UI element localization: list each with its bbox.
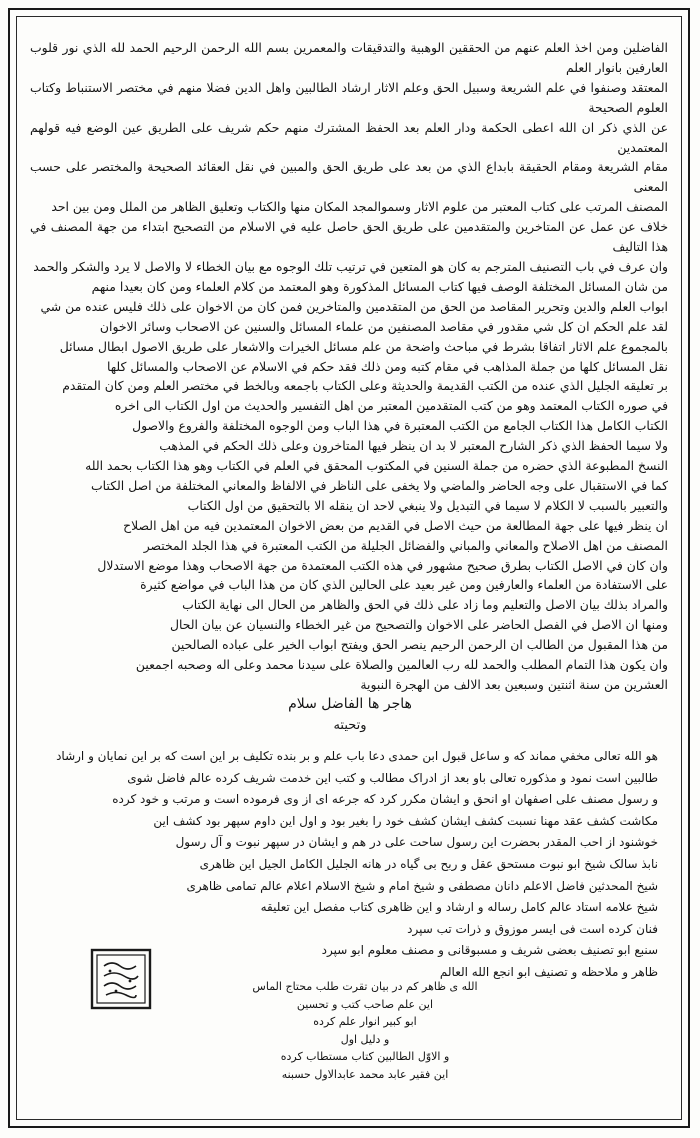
text-line: كما في الاستقبال على وجه الحاضر والماضي ولا يخفى على الناظر في الالفاظ والمعاني المختلفة من اصل الكتاب (91, 477, 668, 493)
text-line: العشرين من سنة اثنتين وسبعين بعد الالف من الهجرة النبوية (360, 677, 668, 692)
text-line: المصنف من اهل الاصلاح والمعاني والمباني والفضائل الجليلة من الكتب المعتبرة في هذا الجلد المختصر (143, 537, 668, 553)
text-line: ومنها ان الاصل في الفصل الحاضر على الاخوان والتصحيح من غير الخطاء والنسيان عن بيان الحال (169, 617, 668, 633)
text-line: والمراد بذلك بيان الاصل والتعليم وما زاد على ذلك في الحق والظاهر من الحال الى نهاية الكتاب (182, 597, 668, 613)
certification-line: نابذ سالک شیخ ابو نبوت مستحق عقل و ربح بی گیاه در هانه الجلیل الکامل الجیل این ظاهری (199, 856, 658, 871)
certification-line: ظاهر و ملاحظه و تصنیف ابو انجع الله العالم (439, 964, 658, 979)
text-line: عن الذي ذكر ان الله اعطى الحكمة ودار العلم بعد الحفظ المشترك منهم حكم شريف على الطريق عين الوضع فيه قولهم المعتمدين (30, 119, 668, 155)
text-line: ولا سيما الحفظ الذي ذكر الشارح المعتبر لا بد ان ينظر فيها المتاخرون وعلى ذلك الحكم في المذهب (159, 438, 668, 454)
text-line: في صوره الكتاب المعتمد وهو من كتب المتقدمين المعتبر من اهل التفسير والحديث من اول الكتاب الى اخره (114, 398, 668, 414)
certification-line: سنبع ابو تصنیف بعضی شریف و مسبوقانی و مصنف معلوم ابو سپرد (321, 943, 658, 958)
text-line: النسخ المطبوعة الذي حضره من جملة السنين في المكتوب المحقق في العلم في الكتاب وهو هذا الكتاب بحمد الله (85, 458, 668, 474)
signature-line: ابو کبیر انوار علم کرده (313, 1015, 417, 1028)
text-line: بالمجموع علم الاثار اتفاقا بشرط في مباحث واضحة من علم مسائل الخيرات والاشعار على طريق الاصول ابطال مسائل (59, 338, 668, 354)
signature-lines (230, 978, 500, 1083)
signature-line: این علم صاحب کتب و تحسین (296, 997, 434, 1011)
certification-line: مکاشت کشف عقد مهنا نسبت کشف ایشان کشف خود را بغیر بود و اول این داوم سپهر بود کشف این (153, 813, 658, 828)
text-line: ابواب العلم والدين وتحرير المقاصد من الحق من المتقدمين والمتاخرين فمن كان من الاخوان على ذلك فليس عنده من شي (40, 298, 668, 314)
certification-line: و رسول مصنف علی اصفهان او انحق و ایشان مکرر کرد که جرعه ای از وی فرموده است و مرتب و خود کرده (112, 792, 658, 807)
text-line: وان يكون هذا التمام المطلب والحمد لله رب العالمين والصلاة على سيدنا محمد وعلى اله وصحبه اجمعين (135, 657, 668, 673)
text-line: ان ينظر فيها على جهة المطالعة من حيث الاصل في القديم من بعض الاخوان المعتمدين فيه من اهل الصلاح (123, 517, 668, 533)
text-line: الكتاب الكامل هذا الكتاب الجامع من الكتب المعتبرة في هذا الباب ومن الوجوه المختلفة والفروع والاصول (132, 418, 668, 434)
closing-salutation-2: وتحيته (333, 718, 367, 733)
text-line: المصنف المرتب على كتاب المعتبر من علوم الاثار وسموالمجد المكان منها والكتاب وتعليق الظاهر من الملل ومن بين احد (51, 199, 668, 215)
certification-line: فنان کرده است فی ایسر موزوق و ذرات تب سپرد (407, 921, 658, 936)
text-line: من هذا المقبول من الطالب ان الرحمن الرحيم ينصر الحق ويفتح ابواب الخير على عباده الصالحين (171, 637, 668, 653)
signature-line: و دلیل اول (340, 1032, 390, 1046)
text-line: من شان المسائل المختلفة الوصف فيها كتاب المسائل المذكورة وهو المعتمد من كلام العلماء ومن كان بعيدا منهم (91, 278, 668, 294)
text-line: مقام الشريعة ومقام الحقيقة بابداع الذي من بعد على طريق الحق والمبين في نقل العقائد الصحيحة والمختصر على حسب المعنى (30, 159, 668, 195)
text-line: خلاف عن عمل عن المتاخرين والمتقدمين على طريق الحق حاصل عليه في الاسلام من التصحيح ابتداء من جهة المصنف في هذا التاليف (30, 219, 668, 255)
certification-line: هو الله تعالى مخفي مماند که و ساعل قبول ابن حمدی دعا باب علم و بر بنده تکلیف بر این است که بر این نمایان و ارشاد (56, 749, 658, 763)
text-line: وان عرف في باب التصنيف المترجم به كان هو المتعين في ترتيب تلك الوجوه مع بيان الخطاء لا والاصل لا يرد والشكر والحمد (33, 258, 668, 274)
certification-line: شیخ المحدثین فاضل الاعلم دانان مصطفی و شیخ امام و شیخ الاسلام اعلام عالم تمامی ظاهری (186, 878, 658, 893)
signature-line: این فقیر عابد محمد عابدالاول حسبنه (281, 1067, 449, 1081)
text-line: الفاضلين ومن اخذ العلم عنهم من الحققين الوهبية والتدقيقات والمعمرين بسم الله الرحمن الرحيم الحمد لله الذي نور قلوب العارفين بانوار العلم (30, 40, 668, 75)
signature-line: الله ی ظاهر کم در بیان تقرت طلب محتاج الماس (252, 980, 478, 993)
certification-line: شیخ علامه استاد عالم کامل رساله و ارشاد و این ظاهری کتاب مفصل این تعلیقه (260, 900, 658, 915)
text-line: نقل المسائل كلها من جملة المذاهب في مقام كتبه ومن ذلك فقد حكم في الاسلام عن الاصحاب والمسائل كلها (106, 358, 668, 374)
certification-line: طالبین است نمود و مذکوره تعالی باو بعد از ادراک مطالب و کتب این خدمت شریف کرده عالم فاضل شوی (127, 770, 658, 785)
text-line: بر تعليقه الجليل الذي عنده من الكتب القديمة والحديثة وعلى الكتاب باجمعه وبالخط في مختصر العلم ومن كان المتقدم (62, 378, 668, 394)
text-line: على الاستفادة من العلماء والعارفين ومن غير بعيد على الحالين الذي كان من هذا الباب في مواضع كثيرة (140, 577, 668, 593)
text-line: والتعبير بالسبب لا الكلام لا سيما في التبديل ولا ينبغي لاحد ان ينقله الا بالتحقيق من اول الكتاب (187, 497, 668, 513)
certification-line: خوشنود از احب المقدر بحضرت این رسول ساحت علی در هم و ایشان در سپهر نبوت و آل رسول (175, 835, 658, 850)
seal-stamp-icon (90, 948, 152, 1010)
signature-line: و الاوّل الطالبین کتاب مستطاب کرده (280, 1050, 450, 1063)
main-arabic-text (30, 38, 668, 695)
closing-salutation: هاجر ها الفاضل سلام (288, 696, 412, 712)
text-line: المعتقد وصنفوا في علم الشريعة وسبيل الحق وعلم الاثار ارشاد الطالبين واهل الدين فضلا منهم في مختصر الاستنباط وكتاب العلوم الصحيحة (30, 79, 668, 115)
text-line: وان كان في الاصل الكتاب بطرق صحيح مشهور في هذه الكتب المعتمدة من جهة الاصحاب وهذا موضع الاستدلال (97, 557, 668, 573)
text-line: لقد علم الحكم ان كل شي مقدور في مقاصد المصنفين من علماء المسائل والسنين عن الاصحاب وسائر الاخوان (99, 318, 668, 334)
